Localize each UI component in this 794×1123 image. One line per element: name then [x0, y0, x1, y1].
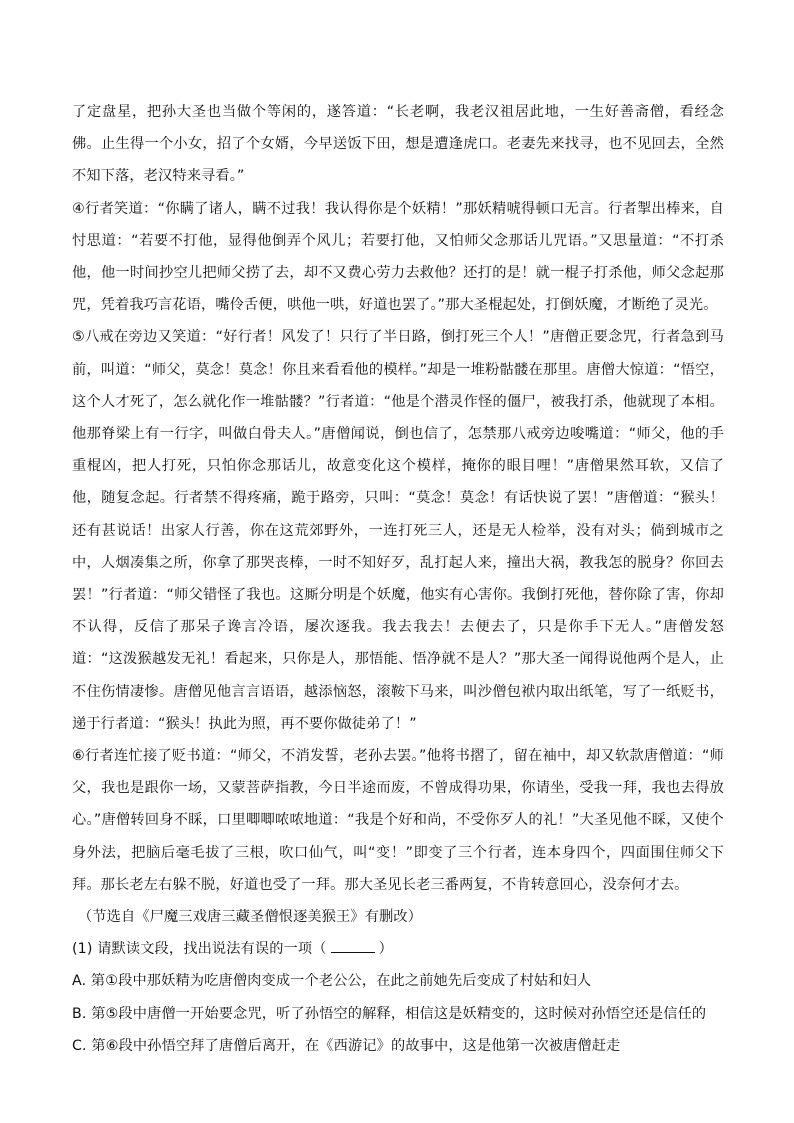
question-prefix: (1) 请默读文段，找出说法有误的一项（: [72, 941, 327, 958]
option-a: A. 第①段中那妖精为吃唐僧肉变成一个老公公，在此之前她先后变成了村姑和妇人: [72, 973, 592, 990]
option-c: C. 第⑥段中孙悟空拜了唐僧后离开，在《西游记》的故事中，这是他第一次被唐僧赶走: [72, 1037, 621, 1054]
paragraph-continuation: 了定盘星，把孙大圣也当做个等闲的，遂答道：“长老啊，我老汉祖居此地，一生好善斋僧，看经念佛。止生得一个小女，招了个女婿，今早送饭下田，想是遭逢虎口。老妻先来找寻，也不见回去，全然不知下落，老汉特来寻看。”: [72, 104, 724, 185]
document-body: [72, 96, 724, 1062]
source-citation: （节选自《尸魔三戏唐三藏圣僧恨逐美猴王》有删改）: [78, 909, 423, 926]
paragraph-4: ④行者笑道：“你瞒了诸人，瞒不过我！我认得你是个妖精！”那妖精唬得顿口无言。行者掣出棒来，自忖思道：“若要不打他，显得他倒弄个风儿；若要打他，又怕师父念那话儿咒语。”又思量道：“不打杀他，他一时间抄空儿把师父捞了去，却不又费心劳力去救他？还打的是！就一棍子打杀他，师父念起那咒，凭着我巧言花语，嘴伶舌便，哄他一哄，好道也罢了。”那大圣棍起处，打倒妖魔，才断绝了灵光。: [72, 200, 724, 314]
question-suffix: ）: [378, 941, 393, 958]
paragraph-5: ⑤八戒在旁边又笑道：“好行者！风发了！只行了半日路，倒打死三个人！”唐僧正要念咒，行者急到马前，叫道：“师父，莫念！莫念！你且来看看他的模样。”却是一堆粉骷髅在那里。唐僧大惊道：“悟空，这个人才死了，怎么就化作一堆骷髅？”行者道：“他是个潜灵作怪的僵尸，被我打杀，他就现了本相。他那脊梁上有一行字，叫做白骨夫人。”唐僧闻说，倒也信了，怎禁那八戒旁边唆嘴道：“师父，他的手重棍凶，把人打死，只怕你念那话儿，故意变化这个模样，掩你的眼目哩！”唐僧果然耳软，又信了他，随复念起。行者禁不得疼痛，跪于路旁，只叫：“莫念！莫念！有话快说了罢！”唐僧道：“猴头！还有甚说话！出家人行善，你在这荒郊野外，一连打死三人，还是无人检举，没有对头；倘到城市之中，人烟凑集之所，你拿了那哭丧棒，一时不知好歹，乱打起人来，撞出大祸，教我怎的脱身？你回去罢！”行者道：“师父错怪了我也。这厮分明是个妖魔，他实有心害你。我倒打死他，替你除了害，你却不认得，反信了那呆子谗言冷语，屡次逐我。我去我去！去便去了，只是你手下无人。”唐僧发怒道：“这泼猴越发无礼！看起来，只你是人，那悟能、悟净就不是人？”那大圣一闻得说他两个是人，止不住伤情凄惨。唐僧见他言言语语，越添恼怒，滚鞍下马来，叫沙僧包袱内取出纸笔，写了一纸贬书，递于行者道：“猴头！执此为照，再不要你做徒弟了！”: [72, 329, 724, 732]
answer-blank[interactable]: [331, 938, 375, 953]
option-b: B. 第⑤段中唐僧一开始要念咒，听了孙悟空的解释，相信这是妖精变的，这时候对孙悟空还是信任的: [72, 1005, 707, 1022]
question-1: [72, 933, 724, 965]
paragraph-6: ⑥行者连忙接了贬书道：“师父，不消发誓，老孙去罢。”他将书摺了，留在袖中，却又软款唐僧道：“师父，我也是跟你一场，又蒙菩萨指教，今日半途而废，不曾成得功果，你请坐，受我一拜，我也去得放心。”唐僧转回身不睬，口里唧唧哝哝地道：“我是个好和尚，不受你歹人的礼！”大圣见他不睬，又使个身外法，把脑后毫毛拔了三根，吹口仙气，叫“变！”即变了三个行者，连本身四个，四面围住师父下拜。那长老左右躲不脱，好道也受了一拜。那大圣见长老三番两复，不肯转意回心，没奈何才去。: [72, 748, 724, 893]
